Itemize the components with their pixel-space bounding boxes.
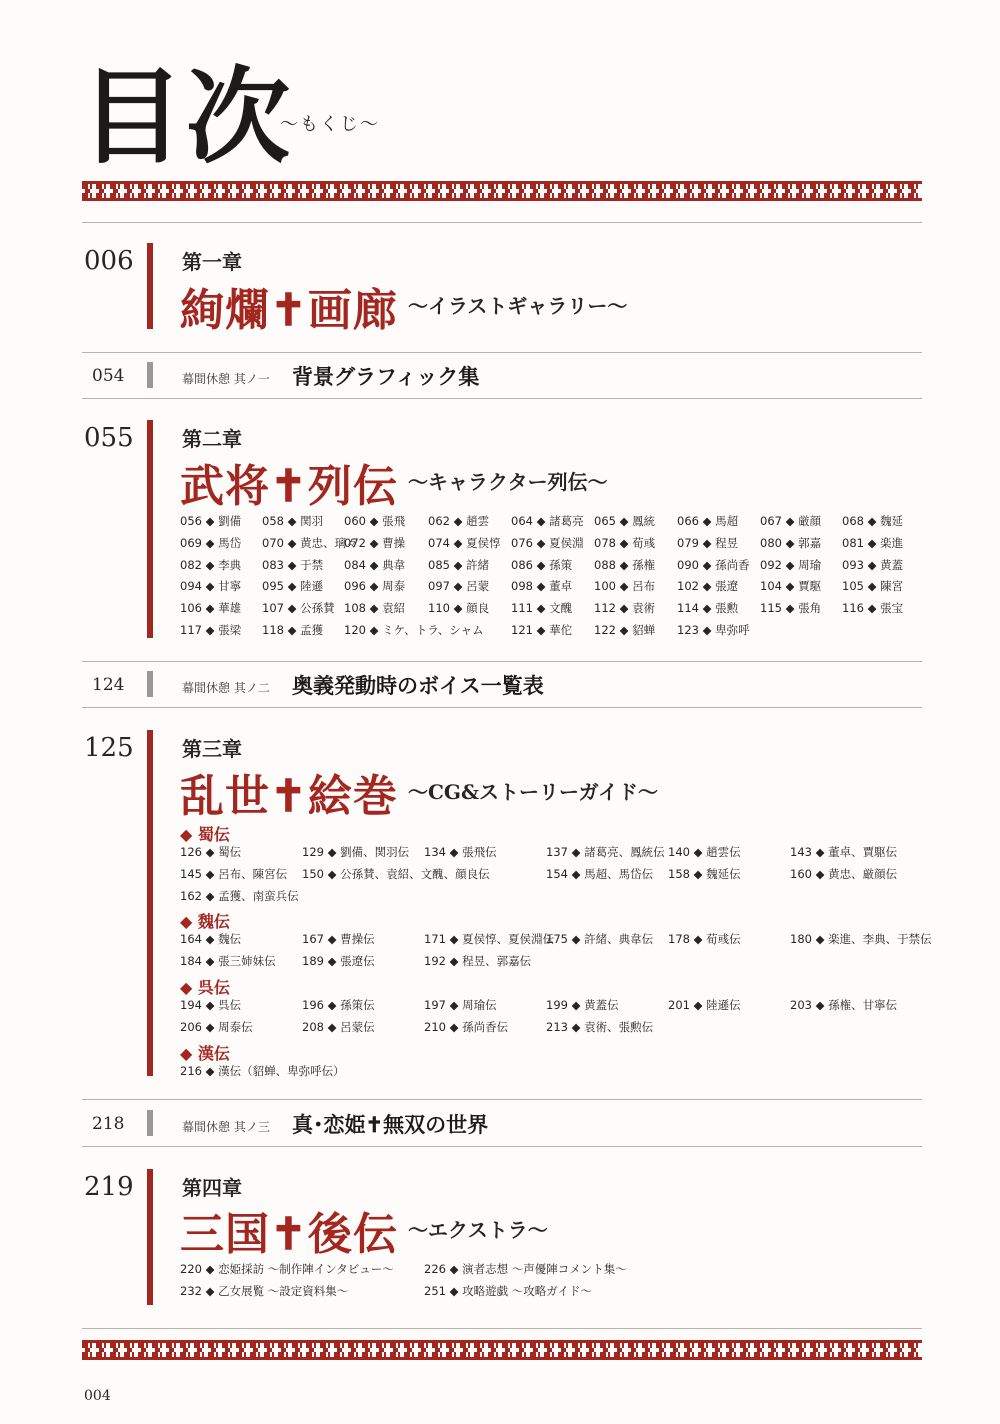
toc-entry[interactable]: 118 ◆ 孟獲 <box>262 623 324 637</box>
toc-entry[interactable]: 067 ◆ 厳顔 <box>760 514 822 528</box>
toc-entry[interactable]: 137 ◆ 諸葛亮、鳳統伝 <box>546 845 665 859</box>
toc-entry[interactable]: 106 ◆ 華雄 <box>180 601 242 616</box>
toc-entry[interactable]: 094 ◆ 甘寧 <box>180 579 242 594</box>
toc-entry[interactable]: 060 ◆ 張飛 <box>344 514 406 528</box>
toc-entry[interactable]: 078 ◆ 荀彧 <box>594 535 656 550</box>
toc-entry[interactable]: 197 ◆ 周瑜伝 <box>424 998 497 1012</box>
toc-entry[interactable]: 100 ◆ 呂布 <box>594 579 656 594</box>
toc-entry[interactable]: 096 ◆ 周泰 <box>344 579 406 594</box>
chapter-1-title[interactable]: 絢爛✝画廊 <box>180 285 398 336</box>
toc-entry[interactable]: 150 ◆ 公孫賛、袁紹、文醜、顔良伝 <box>302 866 490 881</box>
chapter-1-bar <box>147 243 153 329</box>
chapter-1-page[interactable]: 006 <box>84 246 134 276</box>
page-title: 目次 <box>80 55 293 178</box>
toc-entry[interactable]: 123 ◆ 卑弥呼 <box>677 623 750 637</box>
toc-entry[interactable]: 090 ◆ 孫尚香 <box>677 557 750 572</box>
toc-entry[interactable]: 105 ◆ 陳宮 <box>842 579 904 594</box>
chapter-4-label: 第四章 <box>182 1176 242 1200</box>
toc-entry[interactable]: 104 ◆ 賈駆 <box>760 579 822 594</box>
toc-entry[interactable]: 072 ◆ 曹操 <box>344 535 406 550</box>
chapter-3-label: 第三章 <box>182 737 242 761</box>
chapter-2-subtitle: ～キャラクター列伝～ <box>408 470 608 494</box>
section-heading: ◆ 漢伝 <box>180 1043 230 1063</box>
toc-entry[interactable]: 084 ◆ 典韋 <box>344 557 406 572</box>
toc-entry[interactable]: 058 ◆ 関羽 <box>262 514 324 528</box>
interlude-1-page[interactable]: 054 <box>92 366 125 386</box>
toc-entry[interactable]: 134 ◆ 張飛伝 <box>424 845 497 859</box>
chapter-4-subtitle: ～エクストラ～ <box>408 1218 548 1242</box>
bottom-ornament-band <box>82 1340 922 1360</box>
interlude-3-title[interactable]: 真･恋姫✝無双の世界 <box>292 1112 489 1137</box>
interlude-3-label: 幕間休憩 其ノ三 <box>182 1120 270 1134</box>
toc-entry[interactable]: 082 ◆ 李典 <box>180 557 242 572</box>
toc-entry[interactable]: 056 ◆ 劉備 <box>180 514 242 528</box>
toc-entry[interactable]: 108 ◆ 袁紹 <box>344 601 406 616</box>
toc-entry[interactable]: 064 ◆ 諸葛亮 <box>511 514 584 528</box>
top-ornament-band <box>82 181 922 201</box>
interlude-1-label: 幕間休憩 其ノ一 <box>182 372 270 386</box>
interlude-3-page[interactable]: 218 <box>92 1114 125 1134</box>
toc-entry[interactable]: 178 ◆ 荀彧伝 <box>668 932 741 947</box>
toc-entry[interactable]: 194 ◆ 呉伝 <box>180 998 242 1012</box>
section-heading: ◆ 呉伝 <box>180 978 230 997</box>
toc-entry[interactable]: 068 ◆ 魏延 <box>842 514 904 528</box>
toc-entry[interactable]: 092 ◆ 周瑜 <box>760 557 822 572</box>
toc-entry[interactable]: 232 ◆ 乙女展覧 ～設定資料集～ <box>180 1284 349 1298</box>
toc-entry[interactable]: 112 ◆ 袁術 <box>594 601 656 616</box>
toc-entry[interactable]: 098 ◆ 董卓 <box>511 579 573 594</box>
section-heading: ◆ 魏伝 <box>180 912 230 932</box>
toc-entry[interactable]: 097 ◆ 呂蒙 <box>428 579 490 594</box>
toc-entry[interactable]: 086 ◆ 孫策 <box>511 557 573 572</box>
toc-entry[interactable]: 154 ◆ 馬超、馬岱伝 <box>546 866 654 881</box>
toc-entry[interactable]: 189 ◆ 張遼伝 <box>302 954 375 969</box>
toc-entry[interactable]: 070 ◆ 黄忠、璃々 <box>262 535 358 550</box>
toc-entry[interactable]: 226 ◆ 演者志想 ～声優陣コメント集～ <box>424 1262 627 1276</box>
chapter-4-title[interactable]: 三国✝後伝 <box>180 1209 398 1260</box>
toc-entry[interactable]: 120 ◆ ミケ、トラ、シャム <box>344 623 484 637</box>
toc-entry[interactable]: 083 ◆ 于禁 <box>262 557 324 572</box>
toc-entry[interactable]: 111 ◆ 文醜 <box>511 601 573 616</box>
divider <box>82 1328 922 1329</box>
divider <box>82 707 922 708</box>
section-heading: ◆ 蜀伝 <box>180 825 230 844</box>
divider <box>82 352 922 353</box>
toc-entry[interactable]: 158 ◆ 魏延伝 <box>668 866 741 881</box>
toc-entry[interactable]: 220 ◆ 恋姫採訪 ～制作陣インタビュー～ <box>180 1262 394 1276</box>
toc-entry[interactable]: 129 ◆ 劉備、関羽伝 <box>302 845 410 859</box>
toc-entry[interactable]: 126 ◆ 蜀伝 <box>180 845 242 859</box>
toc-entry[interactable]: 216 ◆ 漢伝（貂蝉、卑弥呼伝） <box>180 1063 345 1078</box>
chapter-2-page[interactable]: 055 <box>84 423 134 453</box>
chapter-3-subtitle: ～CG&ストーリーガイド～ <box>408 780 659 804</box>
toc-entry[interactable]: 210 ◆ 孫尚香伝 <box>424 1019 509 1034</box>
chapter-2-title[interactable]: 武将✝列伝 <box>180 461 398 512</box>
chapter-4-page[interactable]: 219 <box>84 1172 134 1202</box>
toc-entry[interactable]: 140 ◆ 趙雲伝 <box>668 845 741 859</box>
toc-entry[interactable]: 080 ◆ 郭嘉 <box>760 535 822 550</box>
toc-entry[interactable]: 213 ◆ 袁術、張勲伝 <box>546 1019 654 1034</box>
toc-entry[interactable]: 199 ◆ 黄蓋伝 <box>546 998 619 1012</box>
toc-entry[interactable]: 066 ◆ 馬超 <box>677 514 739 528</box>
divider <box>82 222 922 223</box>
chapter-1-subtitle: ～イラストギャラリー～ <box>408 294 628 318</box>
chapter-3-page[interactable]: 125 <box>84 733 134 763</box>
toc-entry[interactable]: 093 ◆ 黄蓋 <box>842 557 904 572</box>
toc-entry[interactable]: 079 ◆ 程昱 <box>677 535 739 550</box>
toc-entry[interactable]: 143 ◆ 董卓、賈駆伝 <box>790 845 898 859</box>
toc-entry[interactable]: 208 ◆ 呂蒙伝 <box>302 1019 375 1034</box>
toc-entry[interactable]: 065 ◆ 鳳統 <box>594 514 656 528</box>
interlude-2-bar <box>147 671 153 697</box>
toc-entry[interactable]: 081 ◆ 楽進 <box>842 535 904 550</box>
page-number: 004 <box>84 1388 111 1404</box>
chapter-3-bar <box>147 730 153 1076</box>
toc-entry[interactable]: 196 ◆ 孫策伝 <box>302 998 375 1012</box>
interlude-3-bar <box>147 1110 153 1136</box>
toc-entry[interactable]: 164 ◆ 魏伝 <box>180 932 242 947</box>
toc-entry[interactable]: 167 ◆ 曹操伝 <box>302 932 375 947</box>
chapter-2-bar <box>147 420 153 638</box>
toc-entry[interactable]: 115 ◆ 張角 <box>760 601 822 616</box>
toc-entry[interactable]: 062 ◆ 趙雲 <box>428 514 490 528</box>
interlude-2-title[interactable]: 奥義発動時のボイス一覧表 <box>292 673 544 698</box>
toc-entry[interactable]: 203 ◆ 孫権、甘寧伝 <box>790 998 898 1012</box>
toc-entry[interactable]: 069 ◆ 馬岱 <box>180 535 242 550</box>
toc-entry[interactable]: 175 ◆ 許緒、典韋伝 <box>546 932 654 947</box>
toc-entry[interactable]: 088 ◆ 孫権 <box>594 557 656 572</box>
toc-entry[interactable]: 085 ◆ 許緒 <box>428 557 490 572</box>
toc-entry[interactable]: 206 ◆ 周泰伝 <box>180 1019 253 1034</box>
toc-entry[interactable]: 251 ◆ 攻略遊戯 ～攻略ガイド～ <box>424 1284 592 1298</box>
chapter-4-bar <box>147 1169 153 1305</box>
toc-entry[interactable]: 121 ◆ 華佗 <box>511 623 573 637</box>
toc-entry[interactable]: 095 ◆ 陸遜 <box>262 579 324 594</box>
toc-entry[interactable]: 184 ◆ 張三姉妹伝 <box>180 954 276 969</box>
toc-entry[interactable]: 162 ◆ 孟獲、南蛮兵伝 <box>180 888 299 903</box>
toc-entry[interactable]: 076 ◆ 夏侯淵 <box>511 535 584 550</box>
toc-entry[interactable]: 160 ◆ 黄忠、厳顔伝 <box>790 866 898 881</box>
divider <box>82 1099 922 1100</box>
chapter-3-title[interactable]: 乱世✝絵巻 <box>180 771 398 822</box>
interlude-2-label: 幕間休憩 其ノ二 <box>182 681 270 695</box>
toc-entry[interactable]: 201 ◆ 陸遜伝 <box>668 998 741 1012</box>
toc-entry[interactable]: 116 ◆ 張宝 <box>842 601 904 616</box>
interlude-2-page[interactable]: 124 <box>92 675 125 695</box>
chapter-2-label: 第二章 <box>182 427 242 451</box>
toc-entry[interactable]: 110 ◆ 顔良 <box>428 601 490 616</box>
toc-entry[interactable]: 114 ◆ 張勲 <box>677 601 739 616</box>
toc-entry[interactable]: 171 ◆ 夏侯惇、夏侯淵伝 <box>424 932 555 947</box>
toc-entry[interactable]: 145 ◆ 呂布、陳宮伝 <box>180 866 288 881</box>
toc-entry[interactable]: 180 ◆ 楽進、李典、于禁伝 <box>790 932 932 947</box>
page-subtitle: ～もくじ～ <box>280 114 380 135</box>
toc-entry[interactable]: 192 ◆ 程昱、郭嘉伝 <box>424 954 532 969</box>
chapter-1-label: 第一章 <box>182 250 242 274</box>
toc-entry[interactable]: 074 ◆ 夏侯惇 <box>428 535 501 550</box>
interlude-1-title[interactable]: 背景グラフィック集 <box>292 364 480 389</box>
toc-entry[interactable]: 107 ◆ 公孫賛 <box>262 601 335 616</box>
toc-entry[interactable]: 122 ◆ 貂蝉 <box>594 623 656 637</box>
divider <box>82 398 922 399</box>
interlude-1-bar <box>147 362 153 388</box>
toc-entry[interactable]: 102 ◆ 張遼 <box>677 579 739 594</box>
divider <box>82 1146 922 1147</box>
divider <box>82 661 922 662</box>
toc-entry[interactable]: 117 ◆ 張梁 <box>180 623 242 637</box>
